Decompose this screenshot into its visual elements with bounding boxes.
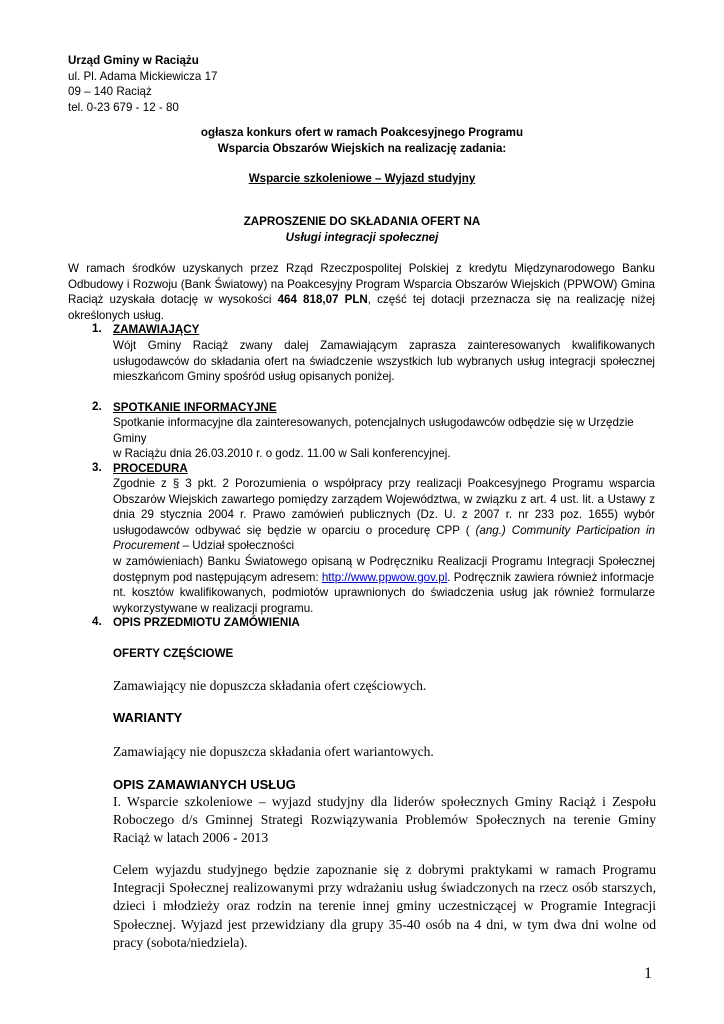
study-trip-goal: Celem wyjazdu studyjnego będzie zapoznanie się z dobrymi praktykami w ramach Programu Integracji Społecznej realizowanymi przy wdrażaniu usług świadczonych na rzecz osób starszych, dzieci i młodzieży oraz rodzin na terenie innej gminy uczestniczącej w Programie Integracji Społecznej. Wyjazd jest przewidziany dla grupy 35-40 osób na 4 dni, w tym dwa dni wolne od pracy (sobota/niedziela). xyxy=(113,862,656,950)
section-body-2 xyxy=(113,415,658,462)
procedure-after-link: . Podręcznik zawiera również informacje xyxy=(447,570,655,584)
office-phone: tel. 0-23 679 - 12 - 80 xyxy=(68,100,179,114)
invitation-title: ZAPROSZENIE DO SKŁADANIA OFERT NA xyxy=(243,215,481,228)
task-title: Wsparcie szkoleniowe – Wyjazd studyjny xyxy=(248,172,476,185)
intro-text-end: , część tej dotacji przeznacza się na realizację niżej określonych usług. xyxy=(68,293,655,322)
procedure-text-2: – Udział społeczności xyxy=(179,539,295,553)
page-number: 1 xyxy=(644,965,652,982)
meeting-line-1: Spotkanie informacyjne dla zainteresowanych, potencjalnych usługodawców odbędzie się w Urzędzie Gminy xyxy=(113,416,634,445)
office-postal: 09 – 140 Raciąż xyxy=(68,85,152,99)
variants-text: Zamawiający nie dopuszcza składania ofert wariantowych. xyxy=(113,744,434,759)
intro-paragraph xyxy=(68,261,655,323)
procedure-text: Zgodnie z § 3 pkt. 2 Porozumienia o współpracy przy realizacji Poakcesyjnego Programu wsparcia Obszarów Wiejskich zawartego pomiędzy zarządem Województwa, w związku z art. 4 ust. lit. a Ustawy z dnia 29 stycznia 2004 r. Prawo zamówień publicznych (Dz. U. z 2007 r. nr 233 poz. 1655) wybór usługodawców odbywać się będzie w oparciu o procedurę CPP ( xyxy=(113,477,655,537)
program-link[interactable]: http://www.ppwow.gov.pl xyxy=(321,570,448,584)
procedure-line-c: nt. kosztów kwalifikowanych, podmiotów uprawnionych do świadczenia usług jak również formularze wykorzystywane w realizacji programu. xyxy=(113,586,655,615)
announcement xyxy=(0,125,724,156)
grant-amount: 464 818,07 PLN xyxy=(277,293,368,307)
services-heading: OPIS ZAMAWIANYCH USŁUG xyxy=(113,777,296,792)
section-heading-1: ZAMAWIAJĄCY xyxy=(113,323,200,336)
section-number-4: 4. xyxy=(92,615,102,628)
invitation-subtitle: Usługi integracji społecznej xyxy=(285,230,439,244)
section-body-3 xyxy=(113,476,655,616)
office-address xyxy=(68,53,368,115)
section-number-1: 1. xyxy=(92,322,102,335)
section-heading-3: PROCEDURA xyxy=(113,462,188,475)
section-heading-4: OPIS PRZEDMIOTU ZAMÓWIENIA xyxy=(113,616,300,629)
service-item-1: I. Wsparcie szkoleniowe – wyjazd studyjny dla liderów społecznych Gminy Raciąż i Zespołu Roboczego d/s Gminnej Strategi Rozwiązywania Problemów Społecznych na terenie Gminy Raciąż w latach 2006 - 2013 xyxy=(113,794,656,846)
section-heading-2: SPOTKANIE INFORMACYJNE xyxy=(113,401,277,414)
partial-offers-text: Zamawiający nie dopuszcza składania ofert częściowych. xyxy=(113,678,427,693)
section-body-1: Wójt Gminy Raciąż zwany dalej Zamawiającym zaprasza zainteresowanych kwalifikowanych usługodawców do składania ofert na świadczenie wszystkich lub wybranych usług integracji społecznej mieszkańcom Gminy spośród usług opisanych poniżej. xyxy=(113,339,655,384)
invitation xyxy=(0,214,724,245)
meeting-line-2: w Raciążu dnia 26.03.2010 r. o godz. 11.00 w Sali konferencyjnej. xyxy=(113,447,451,461)
office-name: Urząd Gminy w Raciążu xyxy=(68,54,199,67)
section-number-2: 2. xyxy=(92,400,102,413)
office-street: ul. Pl. Adama Mickiewicza 17 xyxy=(68,69,218,83)
section-number-3: 3. xyxy=(92,461,102,474)
variants-heading: WARIANTY xyxy=(113,710,183,725)
partial-offers-heading: OFERTY CZĘŚCIOWE xyxy=(113,647,234,660)
intro-text: W ramach środków uzyskanych przez Rząd Rzeczpospolitej Polskiej z kredytu Międzynarodowego Banku Odbudowy i Rozwoju (Bank Światowy) na Poakcesyjny Program Wsparcia Obszarów Wiejskich (PPWOW) Gmina Raciąż uzyskała dotację w wysokości xyxy=(68,262,655,307)
announcement-line-1: ogłasza konkurs ofert w ramach Poakcesyjnego Programu xyxy=(200,126,524,139)
procedure-italic: (ang.) Community Participation in Procurement xyxy=(113,523,655,553)
procedure-line-b: w zamówieniach) Banku Światowego opisaną w Podręczniku Realizacji Programu Integracji Społecznej dostępnym pod następującym adresem: xyxy=(113,554,655,584)
announcement-line-2: Wsparcia Obszarów Wiejskich na realizację zadania: xyxy=(217,141,507,155)
